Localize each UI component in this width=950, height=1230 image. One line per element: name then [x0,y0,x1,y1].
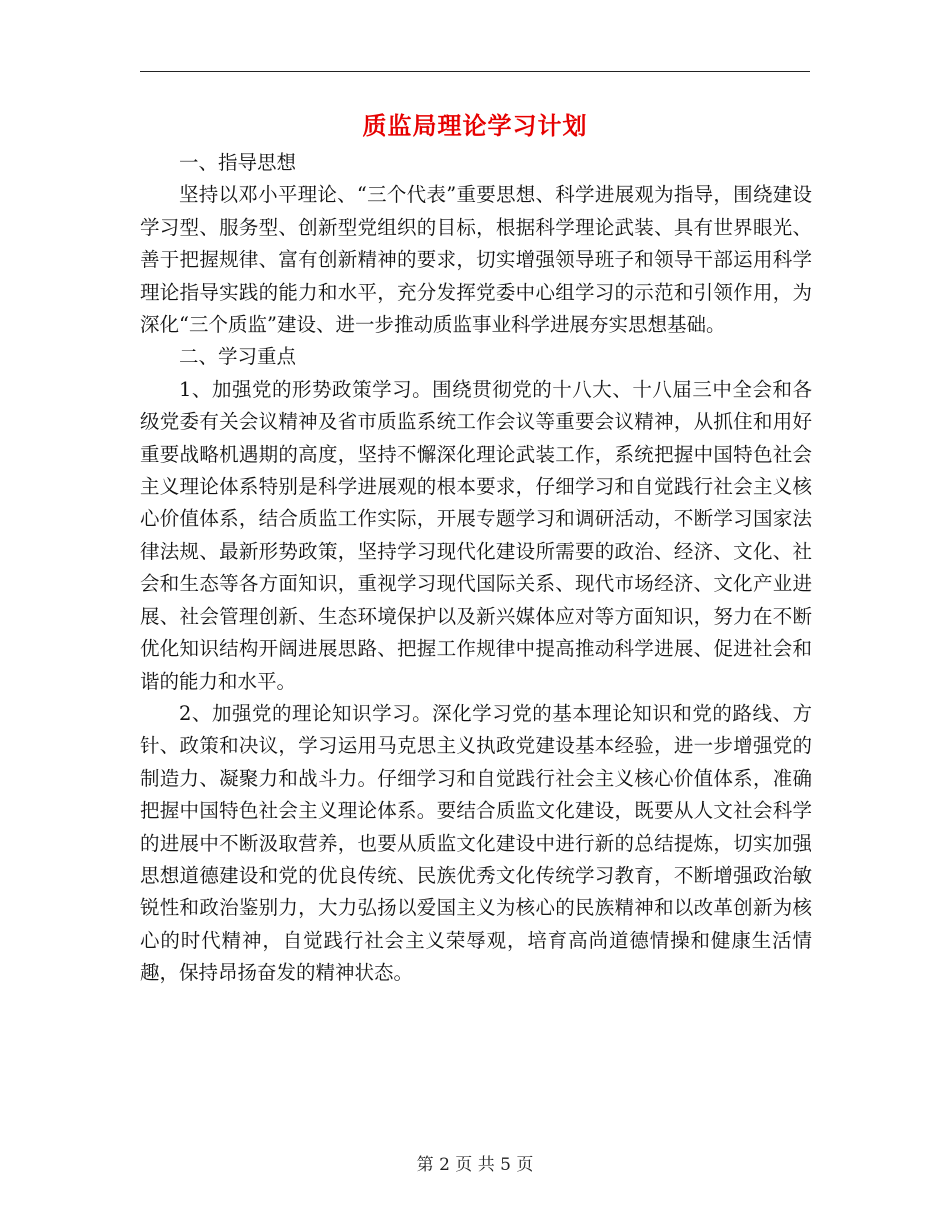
header-rule [140,71,810,72]
paragraph-guiding-ideology: 坚持以邓小平理论、“三个代表”重要思想、科学进展观为指导，围绕建设学习型、服务型、创新型党组织的目标，根据科学理论武装、具有世界眼光、善于把握规律、富有创新精神的要求，切实增强领导班子和领导干部运用科学理论指导实践的能力和水平，充分发挥党委中心组学习的示范和引领作用，为深化“三个质监”建设、进一步推动质监事业科学进展夯实思想基础。 [140,183,812,337]
paragraph-policy-study: 1、加强党的形势政策学习。围绕贯彻党的十八大、十八届三中全会和各级党委有关会议精神及省市质监系统工作会议等重要会议精神，从抓住和用好重要战略机遇期的高度，坚持不懈深化理论武装工作，系统把握中国特色社会主义理论体系特别是科学进展观的根本要求，仔细学习和自觉践行社会主义核心价值体系，结合质监工作实际，开展专题学习和调研活动，不断学习国家法律法规、最新形势政策，坚持学习现代化建设所需要的政治、经济、文化、社会和生态等各方面知识，重视学习现代国际关系、现代市场经济、文化产业进展、社会管理创新、生态环境保护以及新兴媒体应对等方面知识，努力在不断优化知识结构开阔进展思路、把握工作规律中提高推动科学进展、促进社会和谐的能力和水平。 [140,377,812,693]
document-body [140,147,812,990]
document-title: 质监局理论学习计划 [362,111,588,140]
paragraph-theory-study: 2、加强党的理论知识学习。深化学习党的基本理论知识和党的路线、方针、政策和决议，学习运用马克思主义执政党建设基本经验，进一步增强党的制造力、凝聚力和战斗力。仔细学习和自觉践行社会主义核心价值体系，准确把握中国特色社会主义理论体系。要结合质监文化建设，既要从人文社会科学的进展中不断汲取营养，也要从质监文化建设中进行新的总结提炼，切实加强思想道德建设和党的优良传统、民族优秀文化传统学习教育，不断增强政治敏锐性和政治鉴别力，大力弘扬以爱国主义为核心的民族精神和以改革创新为核心的时代精神，自觉践行社会主义荣辱观，培育高尚道德情操和健康生活情趣，保持昂扬奋发的精神状态。 [140,701,812,985]
heading-study-focus: 二、学习重点 [179,345,297,369]
page-number: 第 2 页 共 5 页 [416,1155,534,1175]
heading-guiding-ideology: 一、指导思想 [179,151,297,174]
